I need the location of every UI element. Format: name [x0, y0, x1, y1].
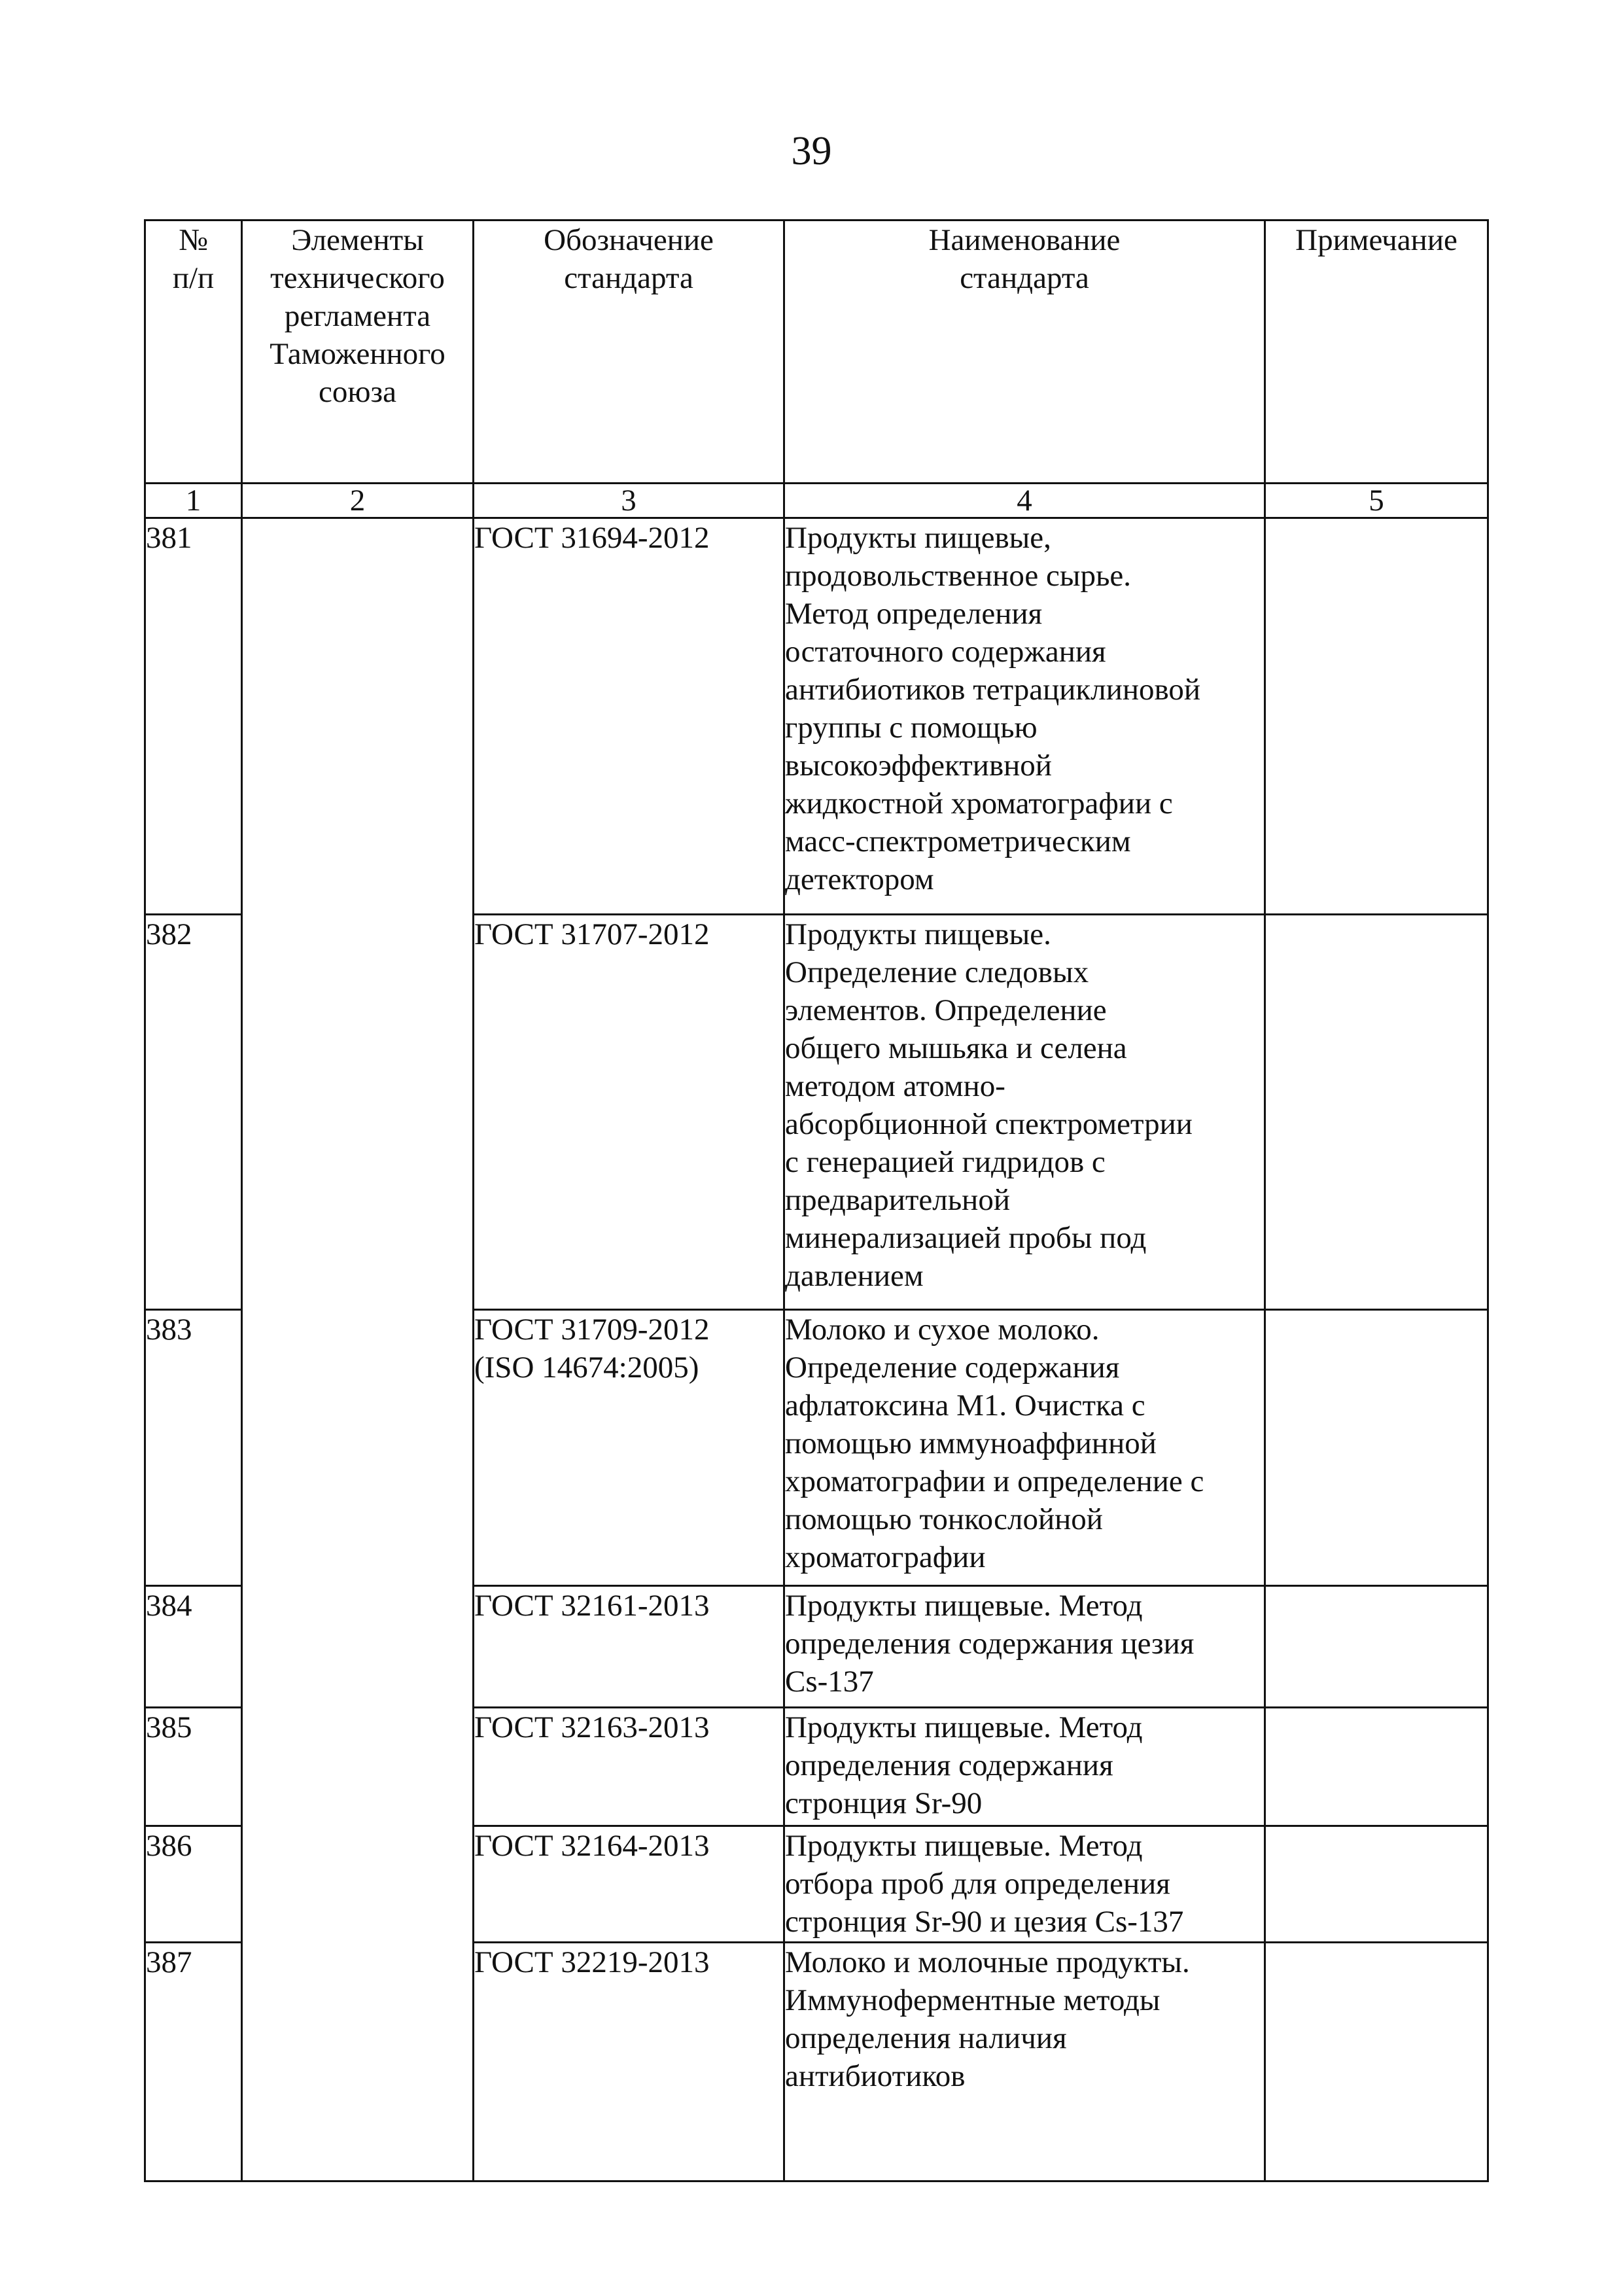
name-line: Продукты пищевые. Метод — [785, 1829, 1143, 1863]
header-line: Примечание — [1295, 223, 1457, 257]
name-line: Метод определения — [785, 597, 1043, 631]
name-line: антибиотиков тетрациклиновой — [785, 673, 1201, 707]
name-line: методом атомно- — [785, 1069, 1005, 1103]
table-row — [145, 518, 1488, 915]
name-line: Определение следовых — [785, 955, 1089, 989]
row-number: 385 — [145, 1708, 242, 1826]
header-line: № — [179, 223, 208, 257]
standard-designation — [474, 518, 784, 915]
name-line: детектором — [785, 862, 934, 896]
standard-designation — [474, 915, 784, 1310]
row-number: 382 — [145, 915, 242, 1310]
name-line: афлатоксина M1. Очистка с — [785, 1388, 1145, 1422]
note-cell — [1265, 1826, 1488, 1943]
name-line: группы с помощью — [785, 711, 1038, 745]
header-line: регламента — [284, 299, 431, 333]
name-line: с генерацией гидридов с — [785, 1145, 1106, 1179]
name-line: определения содержания — [785, 1748, 1113, 1782]
name-line: Определение содержания — [785, 1351, 1120, 1385]
designation-line: ГОСТ 31709-2012 — [474, 1313, 710, 1347]
column-number: 5 — [1265, 484, 1488, 518]
regulation-element-cell — [242, 518, 474, 2181]
standard-name — [784, 915, 1265, 1310]
designation-line: ГОСТ 31694-2012 — [474, 521, 710, 555]
column-number: 3 — [474, 484, 784, 518]
name-line: Молоко и сухое молоко. — [785, 1313, 1100, 1347]
header-row — [145, 221, 1488, 484]
name-line: хроматографии — [785, 1540, 986, 1574]
column-number: 1 — [145, 484, 242, 518]
header-line: Обозначение — [544, 223, 714, 257]
header-line: технического — [270, 261, 445, 295]
standard-name — [784, 1943, 1265, 2181]
standard-designation — [474, 1708, 784, 1826]
row-number: 387 — [145, 1943, 242, 2181]
page-number: 39 — [791, 129, 832, 173]
name-line: антибиотиков — [785, 2059, 966, 2093]
header-line: п/п — [172, 261, 215, 295]
header-line: Элементы — [291, 223, 424, 257]
header-note — [1265, 221, 1488, 484]
name-line: Продукты пищевые. Метод — [785, 1589, 1143, 1623]
name-line: Иммуноферментные методы — [785, 1983, 1161, 2017]
row-number: 386 — [145, 1826, 242, 1943]
standard-name — [784, 1826, 1265, 1943]
standard-name — [784, 1310, 1265, 1586]
name-line: остаточного содержания — [785, 635, 1106, 669]
name-line: минерализацией пробы под — [785, 1221, 1147, 1255]
note-cell — [1265, 1310, 1488, 1586]
name-line: определения наличия — [785, 2021, 1067, 2055]
header-line: Наименование — [928, 223, 1121, 257]
name-line: стронция Sr-90 и цезия Cs-137 — [785, 1905, 1184, 1939]
name-line: общего мышьяка и селена — [785, 1031, 1127, 1065]
row-number: 384 — [145, 1586, 242, 1708]
header-line: стандарта — [960, 261, 1089, 295]
name-line: Продукты пищевые. — [785, 917, 1051, 951]
name-line: помощью иммуноаффинной — [785, 1426, 1157, 1460]
column-number: 2 — [242, 484, 474, 518]
header-regulation-elements — [242, 221, 474, 484]
header-line: союза — [319, 375, 396, 409]
note-cell — [1265, 1943, 1488, 2181]
name-line: предварительной — [785, 1183, 1010, 1217]
row-number: 381 — [145, 518, 242, 915]
header-line: стандарта — [564, 261, 693, 295]
name-line: масс-спектрометрическим — [785, 824, 1131, 858]
name-line: давлением — [785, 1259, 924, 1293]
name-line: элементов. Определение — [785, 993, 1107, 1027]
standard-name — [784, 518, 1265, 915]
designation-line: (ISO 14674:2005) — [474, 1351, 699, 1385]
name-line: хроматографии и определение с — [785, 1464, 1204, 1498]
header-line: Таможенного — [270, 337, 445, 371]
header-standard-designation — [474, 221, 784, 484]
note-cell — [1265, 1708, 1488, 1826]
designation-line: ГОСТ 32164-2013 — [474, 1829, 710, 1863]
name-line: абсорбционной спектрометрии — [785, 1107, 1193, 1141]
name-line: Молоко и молочные продукты. — [785, 1945, 1190, 1979]
designation-line: ГОСТ 32163-2013 — [474, 1710, 710, 1744]
name-line: отбора проб для определения — [785, 1867, 1170, 1901]
standard-name — [784, 1708, 1265, 1826]
column-number: 4 — [784, 484, 1265, 518]
header-standard-name — [784, 221, 1265, 484]
name-line: стронция Sr-90 — [785, 1786, 983, 1820]
designation-line: ГОСТ 32219-2013 — [474, 1945, 710, 1979]
standard-designation — [474, 1943, 784, 2181]
name-line: Cs-137 — [785, 1665, 874, 1699]
name-line: высокоэффективной — [785, 749, 1052, 783]
designation-line: ГОСТ 32161-2013 — [474, 1589, 710, 1623]
designation-line: ГОСТ 31707-2012 — [474, 917, 710, 951]
note-cell — [1265, 915, 1488, 1310]
header-number — [145, 221, 242, 484]
note-cell — [1265, 518, 1488, 915]
column-number-row — [145, 484, 1488, 518]
name-line: помощью тонкослойной — [785, 1502, 1103, 1536]
standard-name — [784, 1586, 1265, 1708]
name-line: Продукты пищевые. Метод — [785, 1710, 1143, 1744]
standard-designation — [474, 1310, 784, 1586]
name-line: продовольственное сырье. — [785, 559, 1132, 593]
standard-designation — [474, 1826, 784, 1943]
name-line: определения содержания цезия — [785, 1627, 1195, 1661]
standards-table — [144, 219, 1489, 2182]
name-line: Продукты пищевые, — [785, 521, 1051, 555]
standard-designation — [474, 1586, 784, 1708]
name-line: жидкостной хроматографии с — [785, 786, 1173, 821]
note-cell — [1265, 1586, 1488, 1708]
row-number: 383 — [145, 1310, 242, 1586]
